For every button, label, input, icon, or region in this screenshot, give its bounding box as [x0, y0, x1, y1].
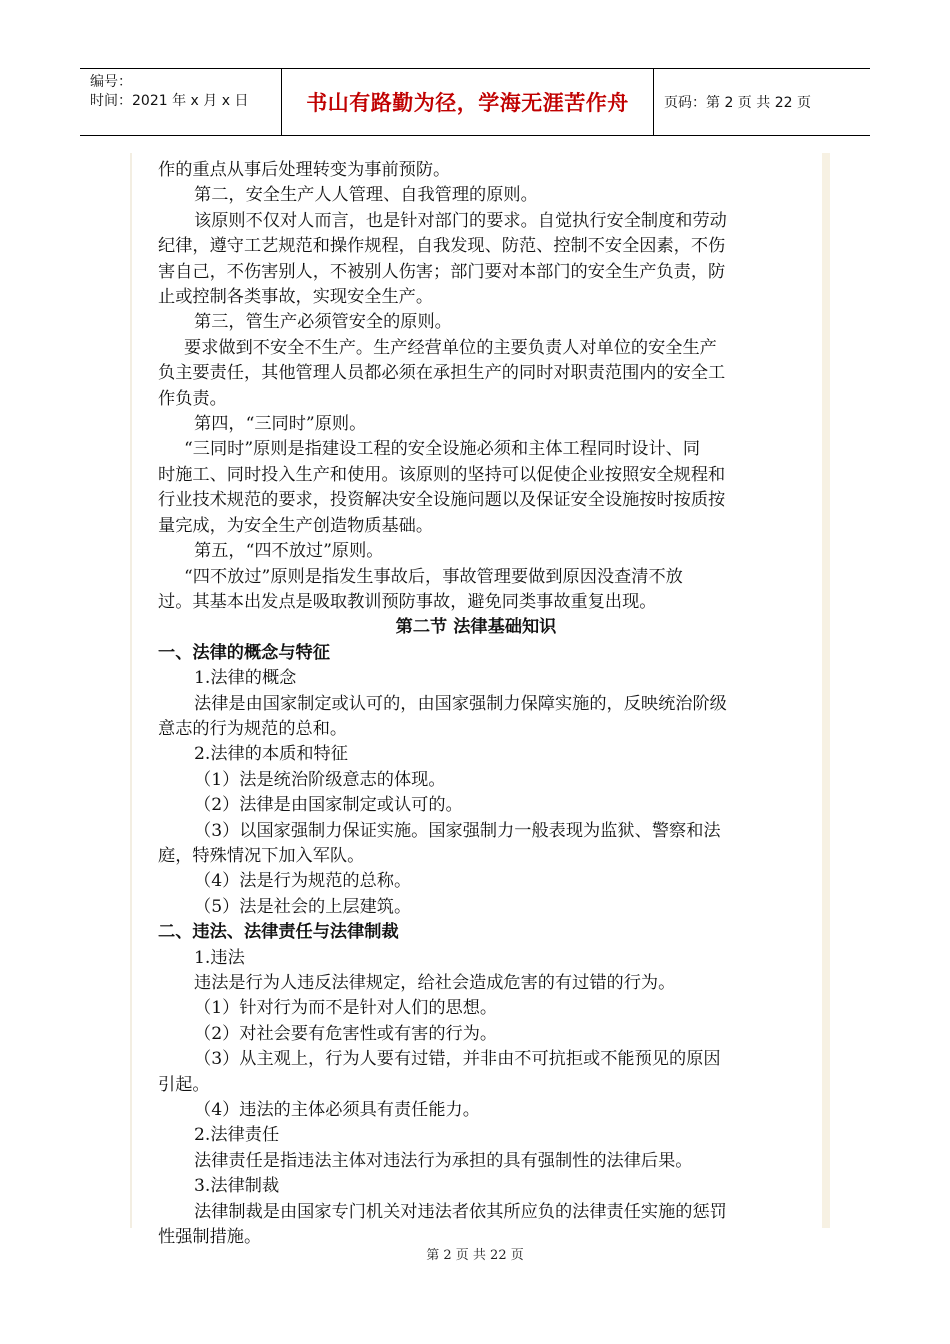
list-item: （5）法是社会的上层建筑。 [194, 896, 412, 917]
paragraph-line: 纪律，遵守工艺规范和操作规程，自我发现、防范、控制不安全因素，不伤 [158, 236, 726, 257]
paragraph-line: 意志的行为规范的总和。 [158, 718, 348, 739]
paragraph-line: 行业技术规范的要求，投资解决安全设施问题以及保证安全设施按时按质按 [158, 490, 726, 511]
list-item: （2）法律是由国家制定或认可的。 [194, 795, 463, 816]
paragraph-line: 引起。 [158, 1074, 210, 1095]
number-label: 编号： [90, 74, 132, 90]
subheading: 1.法律的概念 [194, 668, 297, 689]
paragraph-line: 法律是由国家制定或认可的，由国家强制力保障实施的，反映统治阶级 [194, 693, 727, 714]
document-body [158, 158, 794, 1250]
paragraph-line: 该原则不仅对人而言，也是针对部门的要求。自觉执行安全制度和劳动 [194, 210, 727, 231]
paragraph-line: “三同时”原则是指建设工程的安全设施必须和主体工程同时设计、同 [184, 439, 701, 460]
heading-level-1: 一、法律的概念与特征 [158, 642, 330, 663]
heading-level-1: 二、违法、法律责任与法律制裁 [158, 922, 399, 943]
subheading: 3.法律制裁 [194, 1176, 280, 1197]
section-title: 第二节 法律基础知识 [395, 617, 557, 638]
paragraph-line: 庭，特殊情况下加入军队。 [158, 845, 365, 866]
paragraph-line: 过。其基本出发点是吸取教训预防事故，避免同类事故重复出现。 [158, 591, 657, 612]
list-item: （1）针对行为而不是针对人们的思想。 [194, 998, 498, 1019]
paragraph-line: 性强制措施。 [158, 1227, 262, 1248]
paragraph-line: 法律制裁是由国家专门机关对违法者依其所应负的法律责任实施的惩罚 [194, 1201, 727, 1222]
subheading: 2.法律责任 [194, 1125, 280, 1146]
paragraph-line: 违法是行为人违反法律规定，给社会造成危害的有过错的行为。 [194, 973, 676, 993]
list-item: （3）从主观上，行为人要有过错，并非由不可抗拒或不能预见的原因 [194, 1049, 721, 1070]
date-label: 时间：2021 年 x 月 x 日 [90, 93, 249, 109]
paragraph-line: 负主要责任，其他管理人员都必须在承担生产的同时对职责范围内的安全工 [158, 363, 726, 384]
paragraph-line: 害自己，不伤害别人，不被别人伤害；部门要对本部门的安全生产负责，防 [158, 261, 726, 282]
paragraph-line: 作负责。 [158, 388, 227, 409]
list-item: （1）法是统治阶级意志的体现。 [194, 769, 446, 790]
list-item: （2）对社会要有危害性或有害的行为。 [194, 1023, 498, 1044]
subheading: 2.法律的本质和特征 [194, 744, 348, 765]
paragraph-line: 第三，管生产必须管安全的原则。 [194, 312, 452, 333]
list-item: （3）以国家强制力保证实施。国家强制力一般表现为监狱、警察和法 [194, 820, 721, 841]
paragraph-line: “四不放过”原则是指发生事故后，事故管理要做到原因没查清不放 [184, 566, 683, 587]
paragraph-line: 量完成，为安全生产创造物质基础。 [158, 515, 434, 536]
paragraph-line: 第五，“四不放过”原则。 [194, 541, 384, 562]
page-number-label: 页码：第 2 页 共 22 页 [664, 95, 811, 111]
subheading: 1.违法 [194, 947, 245, 968]
paragraph-line: 要求做到不安全不生产。生产经营单位的主要负责人对单位的安全生产 [184, 337, 717, 358]
paragraph-line: 作的重点从事后处理转变为事前预防。 [158, 160, 451, 180]
paragraph-line: 第四，“三同时”原则。 [194, 414, 367, 435]
page-header [80, 68, 870, 136]
header-left-cell [80, 69, 282, 135]
list-item: （4）违法的主体必须具有责任能力。 [194, 1100, 480, 1121]
list-item: （4）法是行为规范的总称。 [194, 871, 412, 892]
paragraph-line: 法律责任是指违法主体对违法行为承担的具有强制性的法律后果。 [194, 1150, 693, 1171]
motto: 书山有路勤为径，学海无涯苦作舟 [282, 69, 654, 135]
paragraph-line: 时施工、同时投入生产和使用。该原则的坚持可以促使企业按照安全规程和 [158, 464, 726, 485]
page-footer: 第 2 页 共 22 页 [426, 1248, 524, 1263]
paragraph-line: 止或控制各类事故，实现安全生产。 [158, 287, 434, 308]
paragraph-line: 第二，安全生产人人管理、自我管理的原则。 [194, 185, 538, 206]
